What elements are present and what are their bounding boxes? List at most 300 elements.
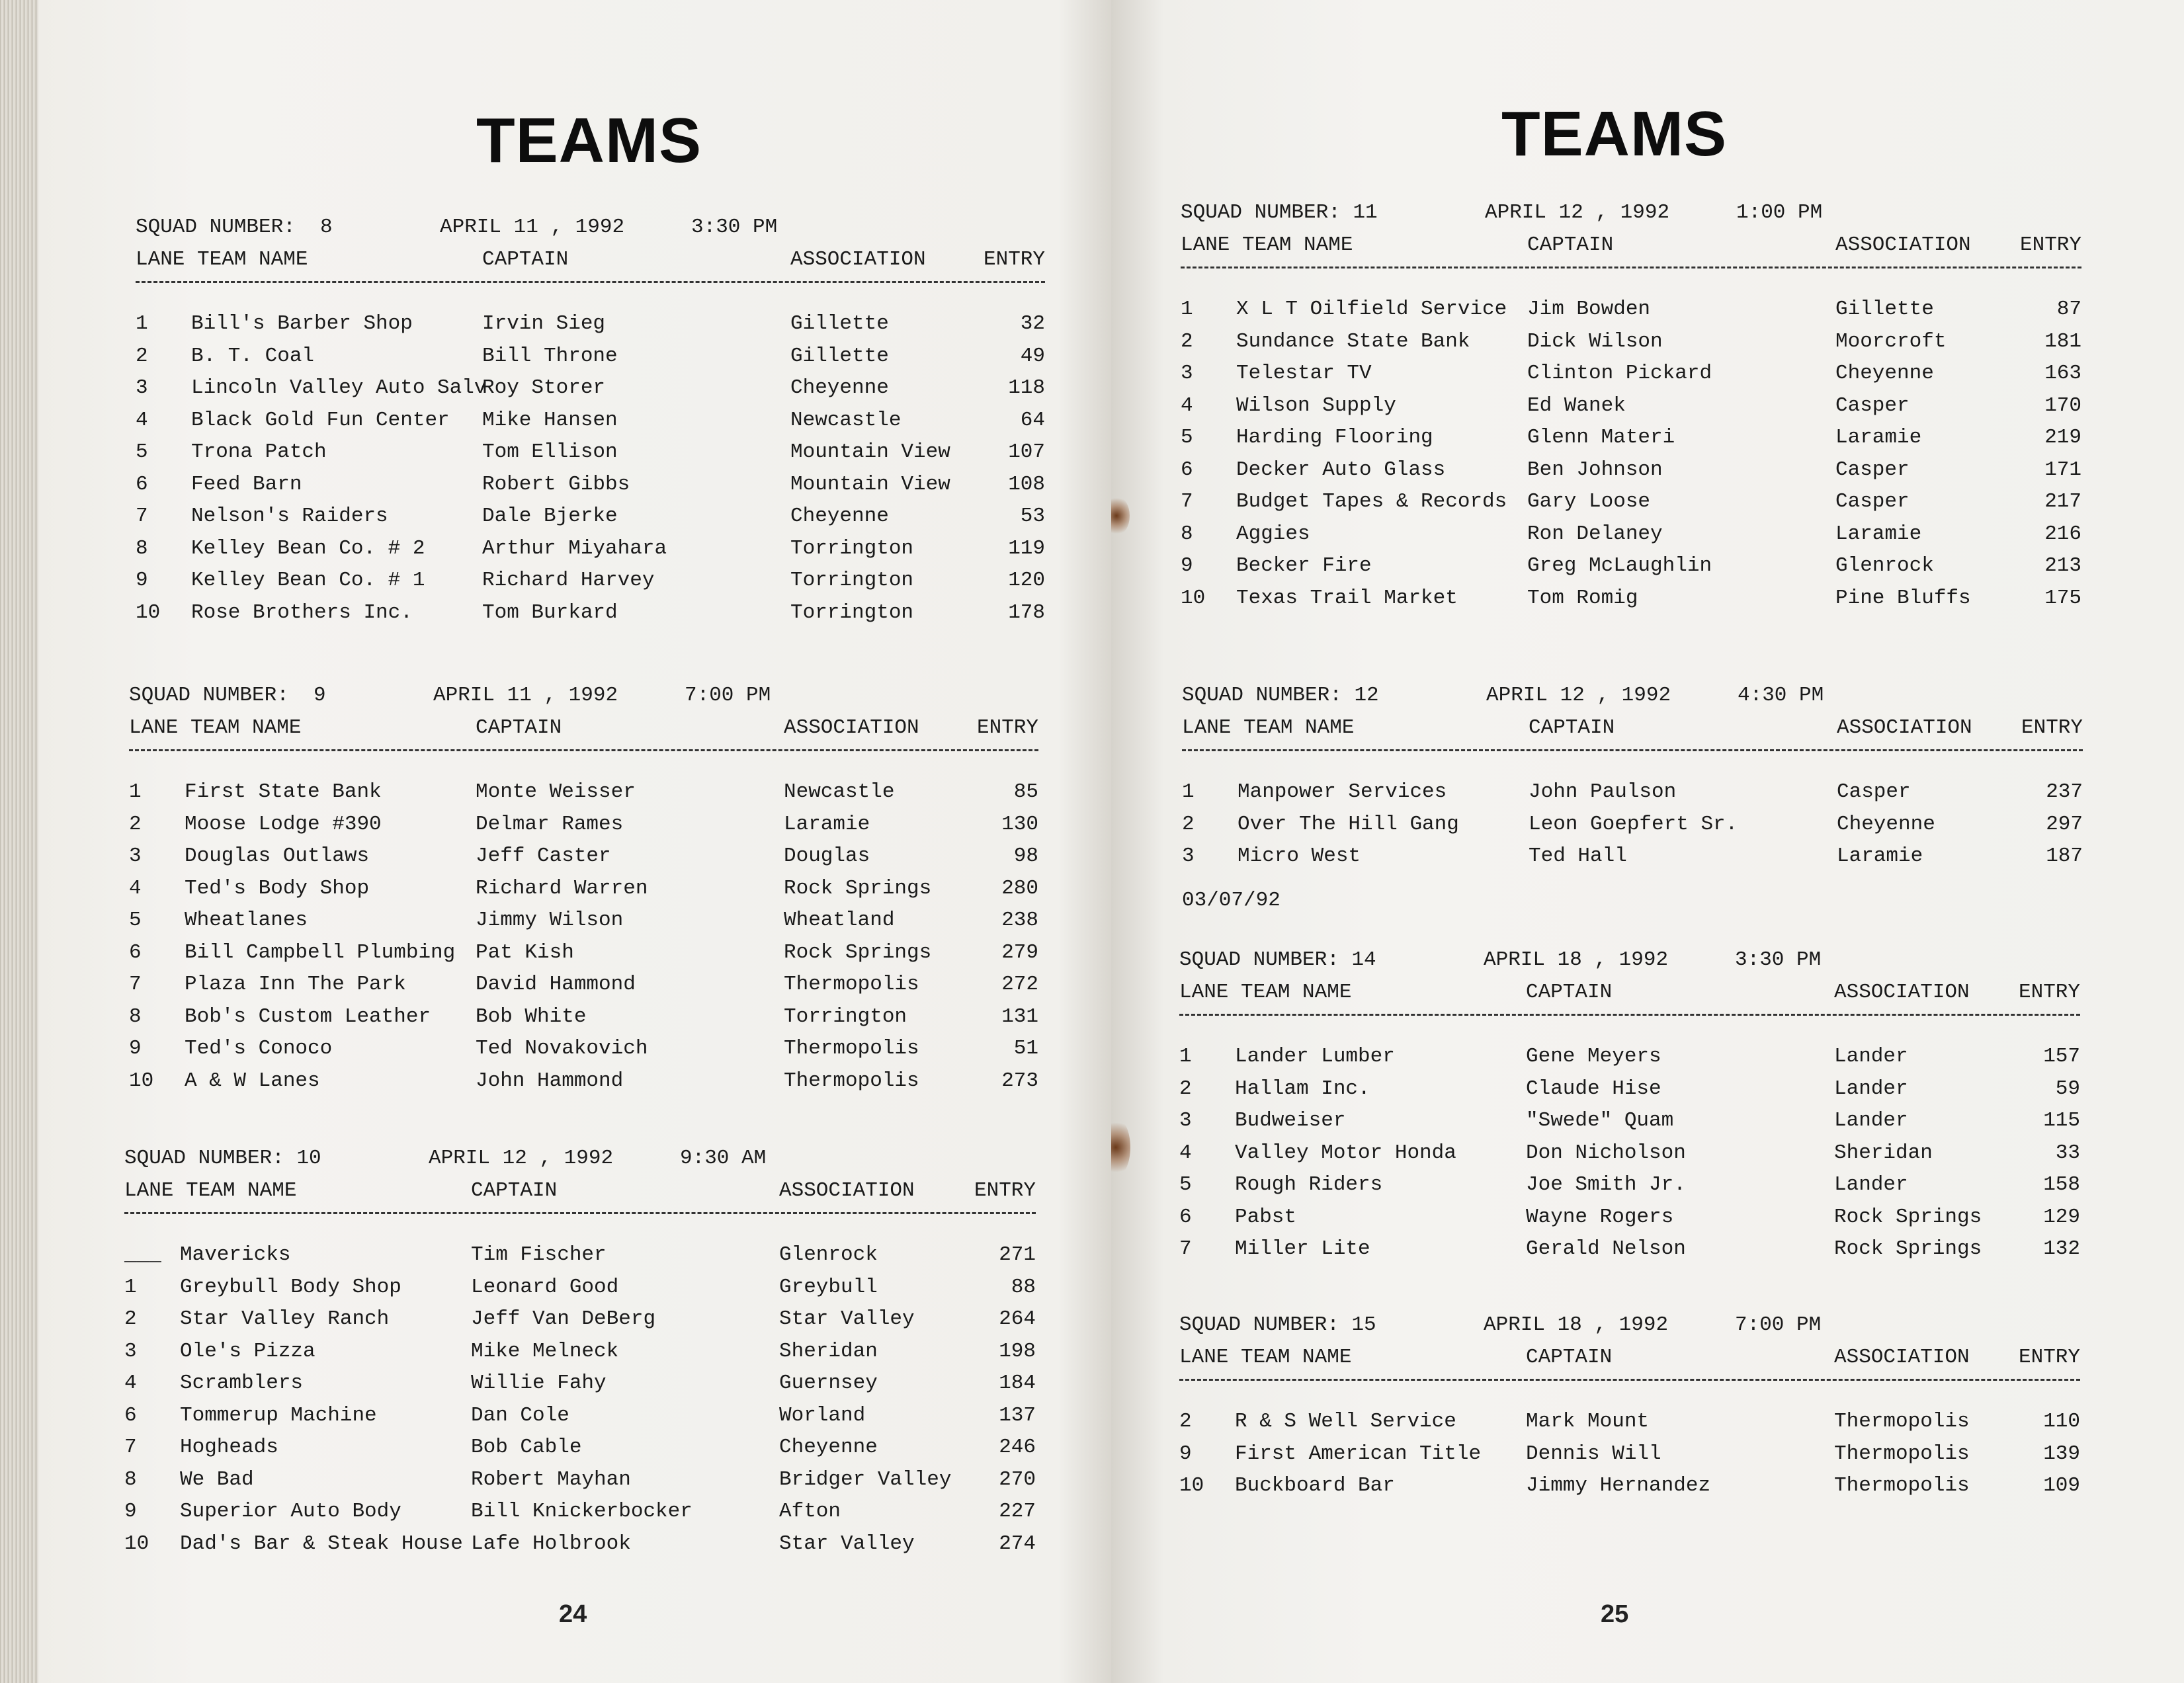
captain-name: Gary Loose	[1527, 490, 1651, 513]
header-captain: CAPTAIN	[1529, 716, 1615, 739]
team-name: A & W Lanes	[185, 1069, 320, 1092]
association-name: Torrington	[784, 1005, 907, 1028]
entry-number: 108	[1008, 472, 1045, 496]
captain-name: Dennis Will	[1526, 1442, 1661, 1465]
association-name: Bridger Valley	[779, 1467, 952, 1491]
table-row	[136, 405, 1045, 437]
association-name: Greybull	[779, 1275, 878, 1299]
team-name: Bill Campbell Plumbing	[185, 940, 456, 964]
association-name: Pine Bluffs	[1835, 586, 1971, 610]
entry-number: 273	[1001, 1069, 1038, 1092]
dashed-divider	[136, 281, 1045, 296]
team-name: Harding Flooring	[1236, 426, 1433, 449]
squad-number: SQUAD NUMBER: 12	[1182, 684, 1379, 707]
squad-time: 7:00 PM	[685, 684, 771, 707]
entry-number: 157	[2043, 1045, 2080, 1068]
association-name: Rock Springs	[1834, 1237, 1982, 1260]
table-row	[124, 1528, 1036, 1561]
lane-number: 4	[1181, 393, 1193, 417]
captain-name: Tim Fischer	[471, 1243, 607, 1266]
lane-number: 7	[124, 1436, 137, 1459]
table-row	[124, 1464, 1036, 1497]
entry-number: 238	[1001, 909, 1038, 932]
lane-number: 6	[124, 1403, 137, 1427]
association-name: Thermopolis	[784, 1069, 919, 1092]
team-name: Douglas Outlaws	[185, 844, 370, 868]
header-captain: CAPTAIN	[1526, 1345, 1613, 1369]
team-name: Becker Fire	[1236, 554, 1372, 577]
squad-number: SQUAD NUMBER: 14	[1179, 948, 1376, 971]
captain-name: Wayne Rogers	[1526, 1205, 1674, 1229]
captain-name: Jimmy Hernandez	[1526, 1474, 1711, 1497]
squad-time: 3:30 PM	[1735, 948, 1822, 971]
lane-number: 1	[1182, 780, 1195, 803]
association-name: Lander	[1834, 1173, 1908, 1196]
squad-block	[1181, 197, 2081, 614]
squad-header	[1182, 680, 2083, 712]
team-name: Wheatlanes	[185, 909, 308, 932]
page-number: 25	[1601, 1600, 1629, 1628]
table-row	[136, 533, 1045, 565]
captain-name: Robert Gibbs	[482, 472, 630, 496]
dashed-divider	[124, 1212, 1036, 1227]
captain-name: Tom Ellison	[482, 440, 618, 464]
entry-number: 119	[1008, 536, 1045, 560]
entry-number: 118	[1008, 376, 1045, 399]
squad-date: APRIL 11 , 1992	[440, 216, 625, 239]
association-name: Casper	[1837, 780, 1911, 803]
squad-header	[1179, 944, 2080, 977]
table-row	[124, 1368, 1036, 1400]
table-row	[129, 809, 1038, 841]
squad-time: 4:30 PM	[1738, 684, 1824, 707]
header-captain: CAPTAIN	[482, 247, 569, 271]
captain-name: Jimmy Wilson	[476, 909, 624, 932]
team-name: Ted's Conoco	[185, 1037, 333, 1060]
captain-name: Bob Cable	[471, 1436, 582, 1459]
column-headers	[1179, 977, 2080, 1009]
header-association: ASSOCIATION	[784, 716, 919, 739]
entry-number: 137	[999, 1403, 1036, 1427]
lane-number: 3	[1182, 844, 1195, 868]
table-row	[1181, 294, 2081, 326]
lane-number: 2	[1182, 812, 1195, 836]
lane-number: 1	[129, 780, 142, 803]
team-name: Trona Patch	[191, 440, 327, 464]
captain-name: Glenn Materi	[1527, 426, 1675, 449]
team-name: Ole's Pizza	[180, 1339, 315, 1363]
captain-name: Bill Throne	[482, 344, 618, 368]
entry-number: 87	[2056, 298, 2081, 321]
dashed-divider	[1179, 1379, 2080, 1394]
association-name: Mountain View	[790, 440, 950, 464]
lane-number: 2	[1179, 1410, 1192, 1433]
association-name: Star Valley	[779, 1532, 915, 1555]
association-name: Star Valley	[779, 1307, 915, 1331]
team-name: Nelson's Raiders	[191, 505, 388, 528]
captain-name: John Paulson	[1529, 780, 1677, 803]
captain-name: Monte Weisser	[476, 780, 636, 803]
entry-number: 280	[1001, 876, 1038, 900]
team-name: Kelley Bean Co. # 1	[191, 569, 425, 592]
header-entry: ENTRY	[2018, 1345, 2080, 1369]
squad-time: 1:00 PM	[1736, 201, 1823, 224]
entry-number: 110	[2043, 1410, 2080, 1433]
table-row	[136, 565, 1045, 597]
association-name: Gillette	[790, 312, 889, 335]
lane-number: 1	[136, 312, 148, 335]
association-name: Gillette	[1835, 298, 1934, 321]
captain-name: Jeff Caster	[476, 844, 611, 868]
table-row	[129, 841, 1038, 873]
lane-number: 9	[1179, 1442, 1192, 1465]
lane-number: 10	[1181, 586, 1206, 610]
captain-name: Bob White	[476, 1005, 587, 1028]
team-name: Mavericks	[180, 1243, 291, 1266]
association-name: Laramie	[1835, 522, 1922, 546]
table-row	[1181, 326, 2081, 358]
lane-number: 4	[124, 1372, 137, 1395]
lane-number: 6	[1181, 458, 1193, 481]
lane-number: 9	[136, 569, 148, 592]
entry-number: 109	[2043, 1474, 2080, 1497]
entry-number: 132	[2043, 1237, 2080, 1260]
captain-name: Richard Harvey	[482, 569, 655, 592]
team-name: Dad's Bar & Steak House	[180, 1532, 463, 1555]
team-name: Aggies	[1236, 522, 1310, 546]
entry-number: 187	[2046, 844, 2083, 868]
squad-number: SQUAD NUMBER: 8	[136, 216, 333, 239]
captain-name: Roy Storer	[482, 376, 606, 399]
table-row	[1179, 1202, 2080, 1234]
lane-number: 3	[1181, 362, 1193, 385]
table-row	[136, 436, 1045, 469]
entry-number: 129	[2043, 1205, 2080, 1229]
association-name: Thermopolis	[1834, 1474, 1970, 1497]
team-name: Micro West	[1238, 844, 1361, 868]
captain-name: Jim Bowden	[1527, 298, 1651, 321]
lane-number: 3	[129, 844, 142, 868]
captain-name: Joe Smith Jr.	[1526, 1173, 1686, 1196]
captain-name: Gerald Nelson	[1526, 1237, 1686, 1260]
entry-number: 297	[2046, 812, 2083, 836]
captain-name: Clinton Pickard	[1527, 362, 1712, 385]
captain-name: John Hammond	[476, 1069, 624, 1092]
lane-number: 7	[136, 505, 148, 528]
table-row	[124, 1432, 1036, 1464]
header-lane-team: LANE TEAM NAME	[1182, 716, 1355, 739]
association-name: Cheyenne	[779, 1436, 878, 1459]
association-name: Rock Springs	[784, 940, 932, 964]
association-name: Laramie	[784, 812, 870, 836]
captain-name: Greg McLaughlin	[1527, 554, 1712, 577]
entry-number: 120	[1008, 569, 1045, 592]
header-lane-team: LANE TEAM NAME	[1179, 980, 1352, 1004]
association-name: Thermopolis	[1834, 1410, 1970, 1433]
paper-stain	[1111, 496, 1130, 536]
squad-block	[136, 212, 1045, 629]
entry-number: 175	[2044, 586, 2081, 610]
association-name: Cheyenne	[790, 505, 889, 528]
table-row	[1181, 390, 2081, 423]
association-name: Torrington	[790, 569, 914, 592]
header-entry: ENTRY	[2021, 716, 2083, 739]
association-name: Afton	[779, 1500, 841, 1523]
table-row	[1181, 518, 2081, 551]
association-name: Lander	[1834, 1109, 1908, 1132]
lane-number: 5	[129, 909, 142, 932]
table-row	[1179, 1073, 2080, 1106]
captain-name: Dale Bjerke	[482, 505, 618, 528]
table-row	[1182, 841, 2083, 873]
association-name: Gillette	[790, 344, 889, 368]
header-association: ASSOCIATION	[1834, 980, 1970, 1004]
table-row	[1182, 809, 2083, 841]
table-row	[129, 937, 1038, 969]
column-headers	[1181, 229, 2081, 262]
entry-number: 237	[2046, 780, 2083, 803]
captain-name: Bill Knickerbocker	[471, 1500, 693, 1523]
table-row	[1179, 1137, 2080, 1170]
table-row	[129, 776, 1038, 809]
association-name: Torrington	[790, 600, 914, 624]
table-row	[1181, 454, 2081, 487]
squad-time: 7:00 PM	[1735, 1313, 1822, 1336]
squad-date: APRIL 12 , 1992	[1485, 201, 1670, 224]
lane-number: 3	[136, 376, 148, 399]
association-name: Laramie	[1835, 426, 1922, 449]
team-name: Kelley Bean Co. # 2	[191, 536, 425, 560]
entry-number: 85	[1013, 780, 1038, 803]
header-association: ASSOCIATION	[1835, 233, 1971, 257]
entry-number: 107	[1008, 440, 1045, 464]
entry-number: 264	[999, 1307, 1036, 1331]
captain-name: Pat Kish	[476, 940, 574, 964]
lane-number: 6	[1179, 1205, 1192, 1229]
association-name: Cheyenne	[790, 376, 889, 399]
entry-number: 274	[999, 1532, 1036, 1555]
lane-number: 5	[1179, 1173, 1192, 1196]
lane-number: 10	[136, 600, 161, 624]
team-name: X L T Oilfield Service	[1236, 298, 1507, 321]
lane-number: 2	[124, 1307, 137, 1331]
association-name: Guernsey	[779, 1372, 878, 1395]
lane-number: 2	[129, 812, 142, 836]
column-headers	[1179, 1342, 2080, 1374]
lane-number: 5	[1181, 426, 1193, 449]
team-name: Hogheads	[180, 1436, 278, 1459]
squad-header	[129, 680, 1038, 712]
team-name: Greybull Body Shop	[180, 1275, 401, 1299]
team-name: B. T. Coal	[191, 344, 315, 368]
squad-number: SQUAD NUMBER: 11	[1181, 201, 1378, 224]
header-captain: CAPTAIN	[1527, 233, 1614, 257]
entry-number: 171	[2044, 458, 2081, 481]
association-name: Thermopolis	[784, 973, 919, 996]
team-name: Bill's Barber Shop	[191, 312, 413, 335]
captain-name: Leon Goepfert Sr.	[1529, 812, 1738, 836]
header-lane-team: LANE TEAM NAME	[124, 1178, 297, 1202]
captain-name: Delmar Rames	[476, 812, 624, 836]
table-row	[1181, 583, 2081, 615]
table-row	[124, 1336, 1036, 1368]
entry-number: 98	[1013, 844, 1038, 868]
header-association: ASSOCIATION	[790, 247, 926, 271]
team-name: Plaza Inn The Park	[185, 973, 406, 996]
team-name: Rose Brothers Inc.	[191, 600, 413, 624]
association-name: Glenrock	[779, 1243, 878, 1266]
association-name: Wheatland	[784, 909, 895, 932]
entry-number: 51	[1013, 1037, 1038, 1060]
squad-number: SQUAD NUMBER: 9	[129, 684, 326, 707]
team-name: First American Title	[1235, 1442, 1482, 1465]
team-name: Hallam Inc.	[1235, 1077, 1370, 1100]
table-row	[1182, 776, 2083, 809]
squad-date: APRIL 12 , 1992	[1486, 684, 1671, 707]
team-name: Buckboard Bar	[1235, 1474, 1395, 1497]
captain-name: Ben Johnson	[1527, 458, 1663, 481]
right-page	[1111, 0, 2184, 1683]
table-row	[1181, 486, 2081, 518]
header-lane-team: LANE TEAM NAME	[129, 716, 302, 739]
table-row	[129, 969, 1038, 1001]
lane-number: 1	[1181, 298, 1193, 321]
captain-name: Arthur Miyahara	[482, 536, 667, 560]
team-name: Black Gold Fun Center	[191, 408, 450, 432]
entry-number: 32	[1020, 312, 1045, 335]
team-name: Budget Tapes & Records	[1236, 490, 1507, 513]
squad-date: APRIL 11 , 1992	[433, 684, 618, 707]
association-name: Douglas	[784, 844, 870, 868]
squad-header	[124, 1143, 1036, 1175]
squad-header	[1179, 1309, 2080, 1342]
lane-number: 7	[1181, 490, 1193, 513]
table-row	[129, 905, 1038, 937]
association-name: Sheridan	[779, 1339, 878, 1363]
lane-number: 8	[129, 1005, 142, 1028]
association-name: Cheyenne	[1835, 362, 1934, 385]
entry-number: 216	[2044, 522, 2081, 546]
team-name: Tommerup Machine	[180, 1403, 377, 1427]
entry-number: 64	[1020, 408, 1045, 432]
header-entry: ENTRY	[976, 716, 1038, 739]
squad-date: APRIL 12 , 1992	[429, 1147, 614, 1170]
association-name: Torrington	[790, 536, 914, 560]
entry-number: 49	[1020, 344, 1045, 368]
entry-number: 227	[999, 1500, 1036, 1523]
page-title: TEAMS	[476, 105, 702, 176]
table-row	[1179, 1105, 2080, 1137]
lane-number: 9	[124, 1500, 137, 1523]
page-edges	[0, 0, 38, 1683]
page-number: 24	[559, 1600, 587, 1628]
association-name: Lander	[1834, 1077, 1908, 1100]
team-name: Over The Hill Gang	[1238, 812, 1459, 836]
header-captain: CAPTAIN	[1526, 980, 1613, 1004]
entry-number: 219	[2044, 426, 2081, 449]
squad-number: SQUAD NUMBER: 15	[1179, 1313, 1376, 1336]
table-row	[129, 873, 1038, 905]
header-entry: ENTRY	[2018, 980, 2080, 1004]
team-name: Telestar TV	[1236, 362, 1372, 385]
header-lane-team: LANE TEAM NAME	[1181, 233, 1353, 257]
lane-number: ___	[124, 1243, 161, 1266]
table-row	[124, 1272, 1036, 1304]
squad-block	[1179, 944, 2080, 1266]
captain-name: Gene Meyers	[1526, 1045, 1661, 1068]
lane-number: 10	[1179, 1474, 1204, 1497]
team-name: Star Valley Ranch	[180, 1307, 390, 1331]
association-name: Newcastle	[790, 408, 902, 432]
lane-number: 9	[129, 1037, 142, 1060]
table-row	[136, 341, 1045, 373]
team-name: Scramblers	[180, 1372, 304, 1395]
association-name: Thermopolis	[784, 1037, 919, 1060]
column-headers	[124, 1175, 1036, 1208]
table-row	[129, 1001, 1038, 1034]
entry-number: 198	[999, 1339, 1036, 1363]
squad-block	[124, 1143, 1036, 1560]
table-row	[1181, 422, 2081, 454]
column-headers	[1182, 712, 2083, 745]
entry-number: 184	[999, 1372, 1036, 1395]
captain-name: David Hammond	[476, 973, 636, 996]
team-name: R & S Well Service	[1235, 1410, 1456, 1433]
lane-number: 2	[1181, 329, 1193, 353]
captain-name: Richard Warren	[476, 876, 648, 900]
team-name: Lincoln Valley Auto Salv	[191, 376, 487, 399]
table-row	[124, 1303, 1036, 1336]
header-association: ASSOCIATION	[779, 1178, 915, 1202]
lane-number: 10	[124, 1532, 149, 1555]
team-name: Decker Auto Glass	[1236, 458, 1446, 481]
team-name: Manpower Services	[1238, 780, 1447, 803]
header-entry: ENTRY	[2019, 233, 2081, 257]
captain-name: Dick Wilson	[1527, 329, 1663, 353]
team-name: Moose Lodge #390	[185, 812, 382, 836]
dashed-divider	[129, 749, 1038, 764]
header-entry: ENTRY	[974, 1178, 1036, 1202]
header-entry: ENTRY	[983, 247, 1045, 271]
lane-number: 10	[129, 1069, 154, 1092]
entry-number: 270	[999, 1467, 1036, 1491]
lane-number: 3	[124, 1339, 137, 1363]
entry-number: 217	[2044, 490, 2081, 513]
association-name: Moorcroft	[1835, 329, 1947, 353]
association-name: Laramie	[1837, 844, 1923, 868]
table-row	[1179, 1438, 2080, 1471]
entry-number: 131	[1001, 1005, 1038, 1028]
table-row	[1179, 1406, 2080, 1438]
lane-number: 7	[1179, 1237, 1192, 1260]
lane-number: 2	[1179, 1077, 1192, 1100]
team-name: Sundance State Bank	[1236, 329, 1470, 353]
association-name: Rock Springs	[784, 876, 932, 900]
team-name: Valley Motor Honda	[1235, 1141, 1456, 1165]
association-name: Rock Springs	[1834, 1205, 1982, 1229]
table-row	[124, 1400, 1036, 1432]
squad-block	[1182, 680, 2083, 917]
page-title: TEAMS	[1501, 99, 1727, 169]
table-row	[1179, 1233, 2080, 1266]
association-name: Cheyenne	[1837, 812, 1935, 836]
captain-name: Ed Wanek	[1527, 393, 1626, 417]
entry-number: 59	[2055, 1077, 2080, 1100]
association-name: Casper	[1835, 458, 1910, 481]
entry-number: 158	[2043, 1173, 2080, 1196]
entry-number: 246	[999, 1436, 1036, 1459]
table-row	[1179, 1470, 2080, 1502]
